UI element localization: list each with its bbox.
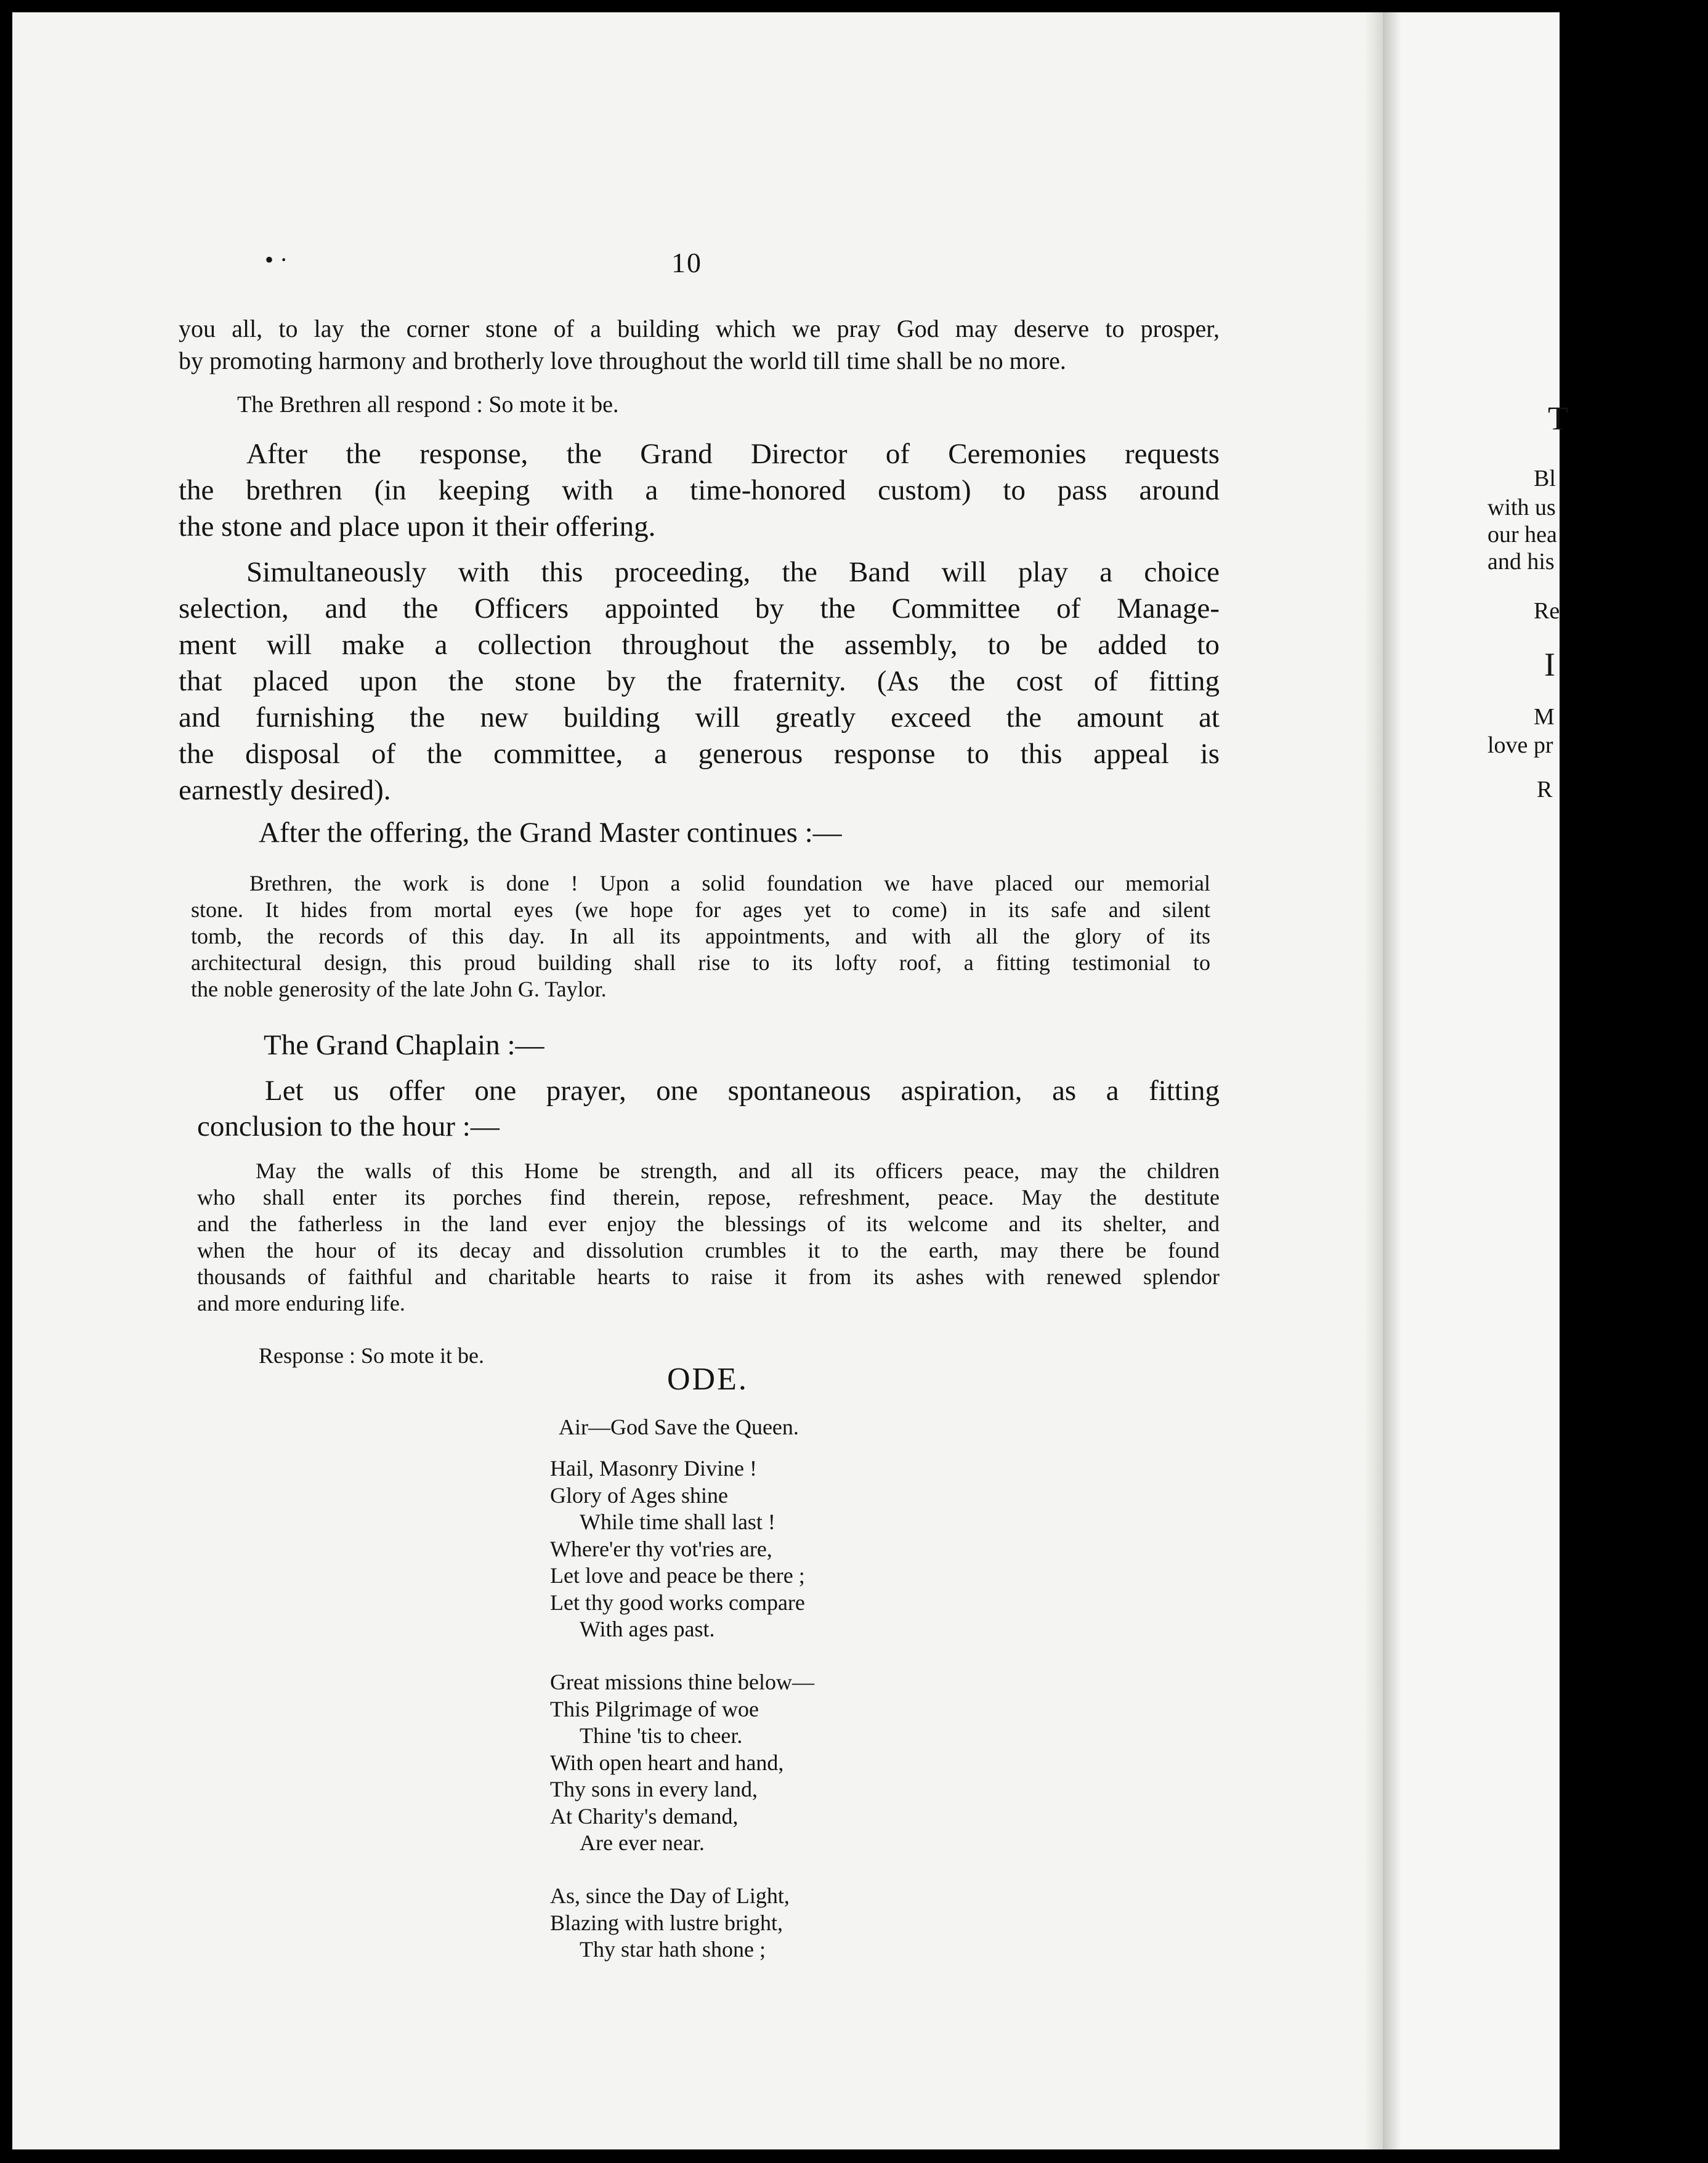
text-line: by promoting harmony and brotherly love throughout the world till time shall be no more.: [179, 347, 1066, 374]
prayer-body: [197, 1158, 1220, 1317]
text-line: thousands of faithful and charitable hearts to raise it from its ashes with renewed splendor: [197, 1264, 1220, 1289]
text-line: tomb, the records of this day. In all its appointments, and with all the glory of its: [191, 924, 1210, 948]
facing-page: [1383, 12, 1568, 2149]
facing-page-fragment: Bl: [1534, 466, 1556, 491]
intro-paragraph: [179, 313, 1220, 377]
text-line: and furnishing the new building will greatly exceed the amount at: [179, 701, 1220, 734]
text-line: Simultaneously with this proceeding, the Band will play a choice: [246, 556, 1220, 588]
verse-line: Hail, Masonry Divine !: [550, 1456, 757, 1481]
text-line: architectural design, this proud building shall rise to its lofty roof, a fitting testimonial to: [191, 950, 1210, 975]
text-line: who shall enter its porches find therein, repose, refreshment, peace. May the destitute: [197, 1185, 1220, 1210]
text-line: you all, to lay the corner stone of a building which we pray God may deserve to prosper,: [179, 315, 1220, 342]
brethren-respond: The Brethren all respond : So mote it be.: [237, 392, 619, 418]
verse-line: Let thy good works compare: [550, 1590, 805, 1615]
verse-line: With ages past.: [580, 1617, 715, 1641]
verse-line: Are ever near.: [580, 1830, 705, 1855]
ode-stanza: [550, 1455, 805, 1643]
verse-line: Thine 'tis to cheer.: [580, 1723, 743, 1748]
text-line: the disposal of the committee, a generous response to this appeal is: [179, 738, 1220, 770]
facing-page-fragment: I: [1544, 646, 1555, 683]
text-line: Brethren, the work is done ! Upon a solid foundation we have placed our memorial: [249, 871, 1210, 896]
document-page: [12, 12, 1386, 2149]
verse-line: Let love and peace be there ;: [550, 1563, 805, 1588]
facing-page-fragment: our hea: [1487, 522, 1557, 548]
chaplain-heading: The Grand Chaplain :—: [264, 1029, 544, 1061]
verse-line: Glory of Ages shine: [550, 1482, 728, 1508]
ode-air: Air—God Save the Queen.: [559, 1415, 799, 1439]
text-line: earnestly desired).: [179, 774, 391, 806]
text-line: selection, and the Officers appointed by the Committee of Manage-: [179, 592, 1220, 625]
response-line: Response : So mote it be.: [259, 1343, 484, 1368]
text-line: and the fatherless in the land ever enjoy the blessings of its welcome and its shelter, and: [197, 1211, 1220, 1236]
facing-page-fragment: M: [1534, 704, 1555, 730]
text-line: After the response, the Grand Director of Ceremonies requests: [246, 438, 1220, 470]
response-paragraph: [179, 436, 1220, 545]
verse-line: Blazing with lustre bright,: [550, 1910, 783, 1935]
verse-line: While time shall last !: [580, 1510, 775, 1534]
text-line: stone. It hides from mortal eyes (we hope for ages yet to come) in its safe and silent: [191, 897, 1210, 922]
verse-line: Thy star hath shone ;: [580, 1937, 766, 1962]
verse-line: Great missions thine below—: [550, 1670, 814, 1694]
ode-stanza: [550, 1883, 790, 1963]
text-line: the noble generosity of the late John G. Taylor.: [191, 977, 607, 1001]
prayer-intro: [197, 1073, 1220, 1144]
text-line: the stone and place upon it their offering.: [179, 511, 656, 543]
text-line: Let us offer one prayer, one spontaneous aspiration, as a fitting: [265, 1075, 1220, 1107]
verse-line: At Charity's demand,: [550, 1803, 739, 1829]
verse-line: Thy sons in every land,: [550, 1777, 758, 1801]
text-line: that placed upon the stone by the fraternity. (As the cost of fitting: [179, 665, 1220, 697]
ode-title: ODE.: [667, 1362, 748, 1397]
collection-paragraph: [179, 554, 1220, 809]
verse-line: With open heart and hand,: [550, 1750, 784, 1775]
offering-heading: After the offering, the Grand Master continues :—: [259, 817, 842, 849]
text-line: May the walls of this Home be strength, and all its officers peace, may the children: [256, 1158, 1220, 1183]
verse-line: As, since the Day of Light,: [550, 1883, 790, 1908]
verse-line: This Pilgrimage of woe: [550, 1696, 759, 1721]
facing-page-fragment: R: [1537, 777, 1553, 803]
page-number: 10: [671, 247, 702, 278]
text-line: conclusion to the hour :—: [197, 1110, 500, 1142]
text-line: the brethren (in keeping with a time-honored custom) to pass around: [179, 474, 1220, 506]
text-line: when the hour of its decay and dissolution crumbles it to the earth, may there be found: [197, 1238, 1220, 1263]
text-line: and more enduring life.: [197, 1291, 405, 1316]
corner-dots: • ·: [265, 246, 288, 273]
facing-page-fragment: with us: [1487, 495, 1556, 520]
facing-page-fragment: and his: [1487, 549, 1555, 575]
facing-page-fragment: T: [1548, 400, 1568, 437]
facing-page-fragment: love pr: [1487, 732, 1553, 758]
facing-page-fragment: Re: [1534, 598, 1560, 624]
ode-stanza: [550, 1669, 814, 1857]
grand-master-address: [191, 870, 1210, 1003]
text-line: ment will make a collection throughout the assembly, to be added to: [179, 629, 1220, 661]
verse-line: Where'er thy vot'ries are,: [550, 1536, 772, 1561]
